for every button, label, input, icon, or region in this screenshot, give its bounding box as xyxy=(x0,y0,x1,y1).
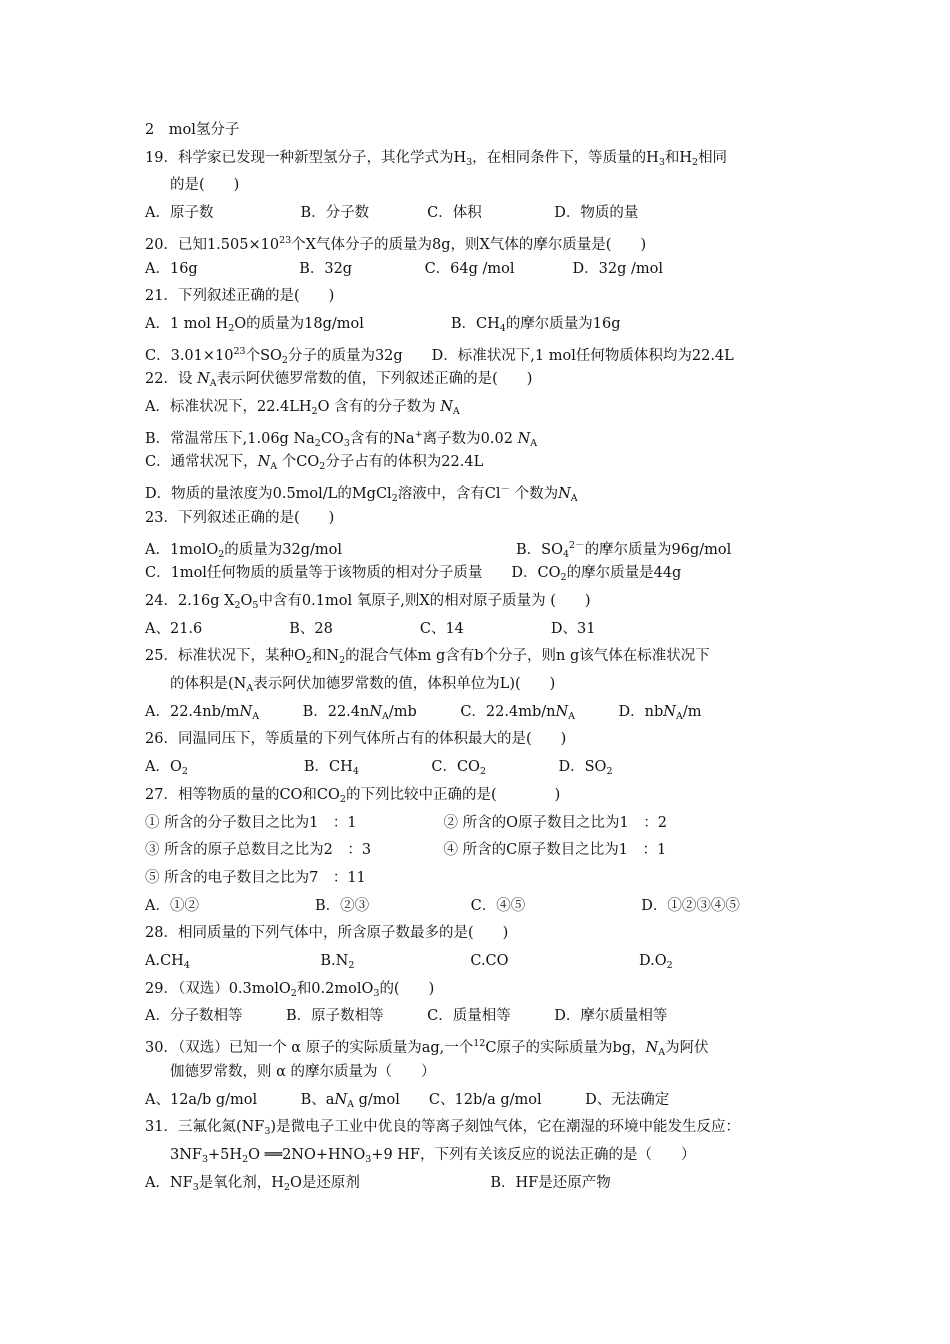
text-run: 的是( ) xyxy=(170,177,240,194)
text-line xyxy=(145,1173,611,1198)
text-run: 和N xyxy=(311,648,340,665)
text-run: 2 mol氢分子 xyxy=(145,122,240,138)
text-run: C.CO D.O xyxy=(354,953,667,969)
subscript: 2 xyxy=(181,766,188,778)
subscript: 2 xyxy=(606,766,613,778)
text-line xyxy=(145,342,734,371)
text-run: 的摩尔质量是44g xyxy=(566,565,682,582)
superscript: 2－ xyxy=(569,539,585,551)
text-run: 个SO xyxy=(245,347,282,364)
text-run: 为阿伏 xyxy=(665,1040,709,1057)
text-run: D．物质的量浓度为0.5mol/L的MgCl xyxy=(145,486,392,503)
subscript: 2 xyxy=(283,1181,290,1193)
text-line xyxy=(145,1117,740,1142)
text-run: 的质量为32g/mol B．SO xyxy=(224,541,563,558)
text-run: 25．标准状况下，某种O xyxy=(145,648,306,665)
text-run: 22．设 xyxy=(145,371,198,388)
text-run: A．NF xyxy=(145,1174,193,1191)
text-run: B．CH xyxy=(187,759,353,776)
text-line xyxy=(170,1145,696,1170)
text-line xyxy=(145,757,612,782)
text-run: O 含有的分子数为 xyxy=(317,399,441,415)
text-run: 28．相同质量的下列气体中，所含原子数最多的是( ) xyxy=(145,925,509,942)
text-line xyxy=(145,480,578,509)
superscript: + xyxy=(414,428,423,440)
text-run: A．22.4nb/m xyxy=(145,703,240,720)
text-run: B．常温常压下,1.06g Na xyxy=(145,430,315,447)
text-run: A．1molO xyxy=(145,541,219,558)
text-run: 含有的Na xyxy=(349,430,415,447)
text-line xyxy=(145,536,731,565)
superscript: 12 xyxy=(473,1038,486,1050)
text-run: +9 HF，下列有关该反应的说法正确的是（ ） xyxy=(371,1146,696,1163)
text-line xyxy=(145,813,667,833)
text-run: A、21.6 B、28 C、14 D、31 xyxy=(145,620,596,637)
superscript: 23 xyxy=(279,234,292,246)
text-run: A．①② B．②③ C．④⑤ D．①②③④⑤ xyxy=(145,897,740,914)
text-run: 30．（双选）已知一个 α 原子的实际质量为ag,一个 xyxy=(145,1040,474,1057)
text-line xyxy=(145,923,508,943)
text-run: 中含有0.1mol 氧原子,则X的相对原子质量为 ( ) xyxy=(258,592,591,609)
text-run: 的摩尔质量为16g xyxy=(505,315,621,332)
text-run: 的下列比较中正确的是( ) xyxy=(345,786,561,803)
text-line xyxy=(145,148,727,173)
text-run: N xyxy=(555,703,569,720)
text-run: 的( ) xyxy=(379,980,435,997)
text-run: N xyxy=(257,454,271,471)
text-line xyxy=(145,231,646,255)
subscript: 3 xyxy=(264,1126,271,1138)
subscript: 2 xyxy=(339,655,346,667)
text-run: 20．已知1.505×10 xyxy=(145,236,280,253)
text-line xyxy=(145,591,591,616)
text-line xyxy=(145,646,710,671)
subscript: 2 xyxy=(348,960,355,971)
subscript: 2 xyxy=(305,655,312,667)
text-line xyxy=(145,203,638,223)
text-run: 24．2.16g X xyxy=(145,592,235,609)
subscript: A xyxy=(382,710,389,722)
text-run: 21．下列叙述正确的是( ) xyxy=(145,288,335,305)
subscript: 4 xyxy=(499,322,506,334)
subscript: 2 xyxy=(314,437,321,449)
text-run: 相同 xyxy=(698,149,728,166)
text-run: 伽德罗常数，则 α 的摩尔质量为（ ） xyxy=(170,1063,436,1080)
text-run: D．SO xyxy=(485,759,607,776)
subscript: 3 xyxy=(201,1153,209,1165)
text-line xyxy=(145,259,663,279)
text-run: N xyxy=(239,703,253,720)
subscript: 3 xyxy=(343,437,350,449)
subscript: 2 xyxy=(290,987,297,999)
subscript: 4 xyxy=(183,960,190,971)
text-run: 溶液中，含有Cl xyxy=(397,486,501,503)
text-line xyxy=(170,674,555,699)
subscript: 3 xyxy=(466,156,473,168)
text-run: g/mol C、12b/a g/mol D、无法确定 xyxy=(354,1091,670,1108)
subscript: A xyxy=(658,1047,666,1059)
subscript: A xyxy=(530,437,538,449)
subscript: 3 xyxy=(658,156,665,168)
text-line xyxy=(145,1090,669,1115)
text-run: )是微电子工业中优良的等离子刻蚀气体，它在潮湿的环境中能发生反应： xyxy=(270,1119,741,1136)
subscript: 2 xyxy=(479,766,486,778)
subscript: A xyxy=(347,1098,354,1110)
text-run: A．标准状况下，22.4LH xyxy=(145,399,312,415)
text-run: A．16g B．32g C．64g /mol D．32g /mol xyxy=(145,260,663,277)
text-line xyxy=(145,619,595,639)
text-run: 离子数为0.02 xyxy=(422,430,518,447)
text-run: 是氧化剂，H xyxy=(198,1174,284,1191)
text-line xyxy=(145,286,334,306)
text-line xyxy=(145,452,483,477)
text-run: N xyxy=(440,399,453,415)
text-run: A．O xyxy=(145,759,182,776)
text-run: 个X气体分子的质量为8g，则X气体的摩尔质量是( ) xyxy=(291,236,647,253)
text-line xyxy=(145,979,434,1004)
subscript: 2 xyxy=(228,322,235,334)
subscript: 2 xyxy=(692,156,699,168)
text-run: N xyxy=(645,1040,659,1057)
subscript: 3 xyxy=(365,1153,372,1165)
subscript: 2 xyxy=(234,599,241,611)
text-run: 23．下列叙述正确的是( ) xyxy=(145,509,335,526)
subscript: 2 xyxy=(311,406,318,417)
subscript: 2 xyxy=(218,548,225,560)
subscript: 3 xyxy=(373,987,380,999)
subscript: A xyxy=(452,406,460,417)
text-run: 表示阿伏加德罗常数的值，体积单位为L)( ) xyxy=(253,676,556,692)
text-run: A．分子数相等 B．原子数相等 C．质量相等 D．摩尔质量相等 xyxy=(145,1008,668,1025)
subscript: A xyxy=(568,710,576,722)
text-run: ⑤ 所含的电子数目之比为7 ：11 xyxy=(145,869,366,886)
text-run: 分子占有的体积为22.4L xyxy=(325,454,484,471)
text-run: N xyxy=(517,430,531,447)
subscript: A xyxy=(570,493,578,505)
text-run: 27．相等物质的量的CO和CO xyxy=(145,786,340,803)
text-run: A．1 mol H xyxy=(145,315,229,332)
subscript: 4 xyxy=(352,766,359,778)
subscript: 2 xyxy=(281,354,288,366)
text-run: 3NF xyxy=(170,1146,202,1163)
subscript: A xyxy=(246,683,254,694)
text-run: N xyxy=(663,703,676,720)
text-run: 个数为 xyxy=(509,486,559,503)
text-run: 19．科学家已发现一种新型氢分子，其化学式为H xyxy=(145,149,467,166)
text-run: CO xyxy=(320,430,344,447)
text-line xyxy=(145,785,560,810)
text-run: C．通常状况下， xyxy=(145,454,258,471)
subscript: 2 xyxy=(319,461,326,473)
text-run: O的质量为18g/mol B．CH xyxy=(234,315,500,332)
text-line xyxy=(145,729,566,749)
text-run: 的混合气体m g含有b个分子，则n g该气体在标准状况下 xyxy=(345,648,710,665)
subscript: A xyxy=(252,710,260,722)
text-run: 个CO xyxy=(277,454,320,471)
text-run: 31．三氟化氮(NF xyxy=(145,1119,265,1136)
text-run: B.N xyxy=(189,953,349,969)
text-line xyxy=(145,1006,667,1026)
text-run: D．nb xyxy=(575,703,664,720)
subscript: A xyxy=(209,378,217,390)
text-run: 29．（双选）0.3molO xyxy=(145,980,291,997)
text-run: 的摩尔质量为96g/mol xyxy=(584,541,732,558)
subscript: 4 xyxy=(562,548,570,560)
text-run: C．CO xyxy=(358,759,480,776)
subscript: 2 xyxy=(242,1153,249,1165)
text-line xyxy=(145,702,702,727)
subscript: 2 xyxy=(560,572,567,584)
text-line xyxy=(145,840,666,860)
text-line xyxy=(145,868,366,888)
text-line xyxy=(145,951,673,976)
text-run: N xyxy=(558,486,571,503)
text-run: A.CH xyxy=(145,953,184,969)
text-run: N xyxy=(369,703,383,720)
text-run: B．22.4n xyxy=(259,703,370,720)
subscript: A xyxy=(270,461,278,473)
text-run: N xyxy=(334,1091,348,1108)
text-run: O ══2NO+HNO xyxy=(248,1146,366,1163)
text-run: +5H xyxy=(208,1146,243,1163)
text-run: C原子的实际质量为bg， xyxy=(485,1040,646,1057)
text-run: ③ 所含的原子总数目之比为2 ：3 ④ 所含的C原子数目之比为1 ：1 xyxy=(145,842,667,859)
subscript: 3 xyxy=(192,1181,199,1193)
text-line xyxy=(170,1062,436,1082)
text-run: A、12a/b g/mol B、a xyxy=(145,1091,335,1108)
text-run: 分子的质量为32g D．标准状况下,1 mol任何物质体积均为22.4L xyxy=(287,347,734,364)
text-line xyxy=(145,314,621,339)
subscript: 5 xyxy=(252,599,259,611)
text-line xyxy=(145,563,681,588)
text-run: 表示阿伏德罗常数的值，下列叙述正确的是( ) xyxy=(216,371,533,388)
text-run: 和H xyxy=(664,149,693,166)
text-line xyxy=(170,175,239,195)
text-run: ，在相同条件下，等质量的H xyxy=(472,149,659,166)
text-run: A．原子数 B．分子数 C．体积 D．物质的量 xyxy=(145,205,639,222)
text-line xyxy=(145,896,740,916)
subscript: 2 xyxy=(666,960,673,971)
text-line xyxy=(145,1034,709,1063)
text-run: /mb C．22.4mb/n xyxy=(388,703,556,720)
subscript: A xyxy=(675,710,683,722)
text-line xyxy=(145,508,334,528)
superscript: － xyxy=(500,484,510,496)
text-run: O xyxy=(240,592,253,609)
text-run: N xyxy=(197,371,210,388)
text-run: /m xyxy=(682,703,702,720)
subscript: 2 xyxy=(339,793,346,805)
text-line xyxy=(145,397,460,422)
text-line xyxy=(145,425,537,454)
text-run: ① 所含的分子数目之比为1 ：1 ② 所含的O原子数目之比为1 ：2 xyxy=(145,814,668,831)
text-run: 和0.2molO xyxy=(296,980,374,997)
subscript: 2 xyxy=(391,493,398,505)
text-run: 26．同温同压下，等质量的下列气体所占有的体积最大的是( ) xyxy=(145,731,567,748)
text-line xyxy=(145,369,532,394)
superscript: 23 xyxy=(233,345,246,357)
text-run: C．3.01×10 xyxy=(145,347,234,364)
text-run: O是还原剂 B．HF是还原产物 xyxy=(289,1174,611,1191)
text-run: C．1mol任何物质的质量等于该物质的相对分子质量 D．CO xyxy=(145,565,561,582)
text-run: 的体积是(N xyxy=(170,676,247,692)
text-line xyxy=(145,120,239,140)
